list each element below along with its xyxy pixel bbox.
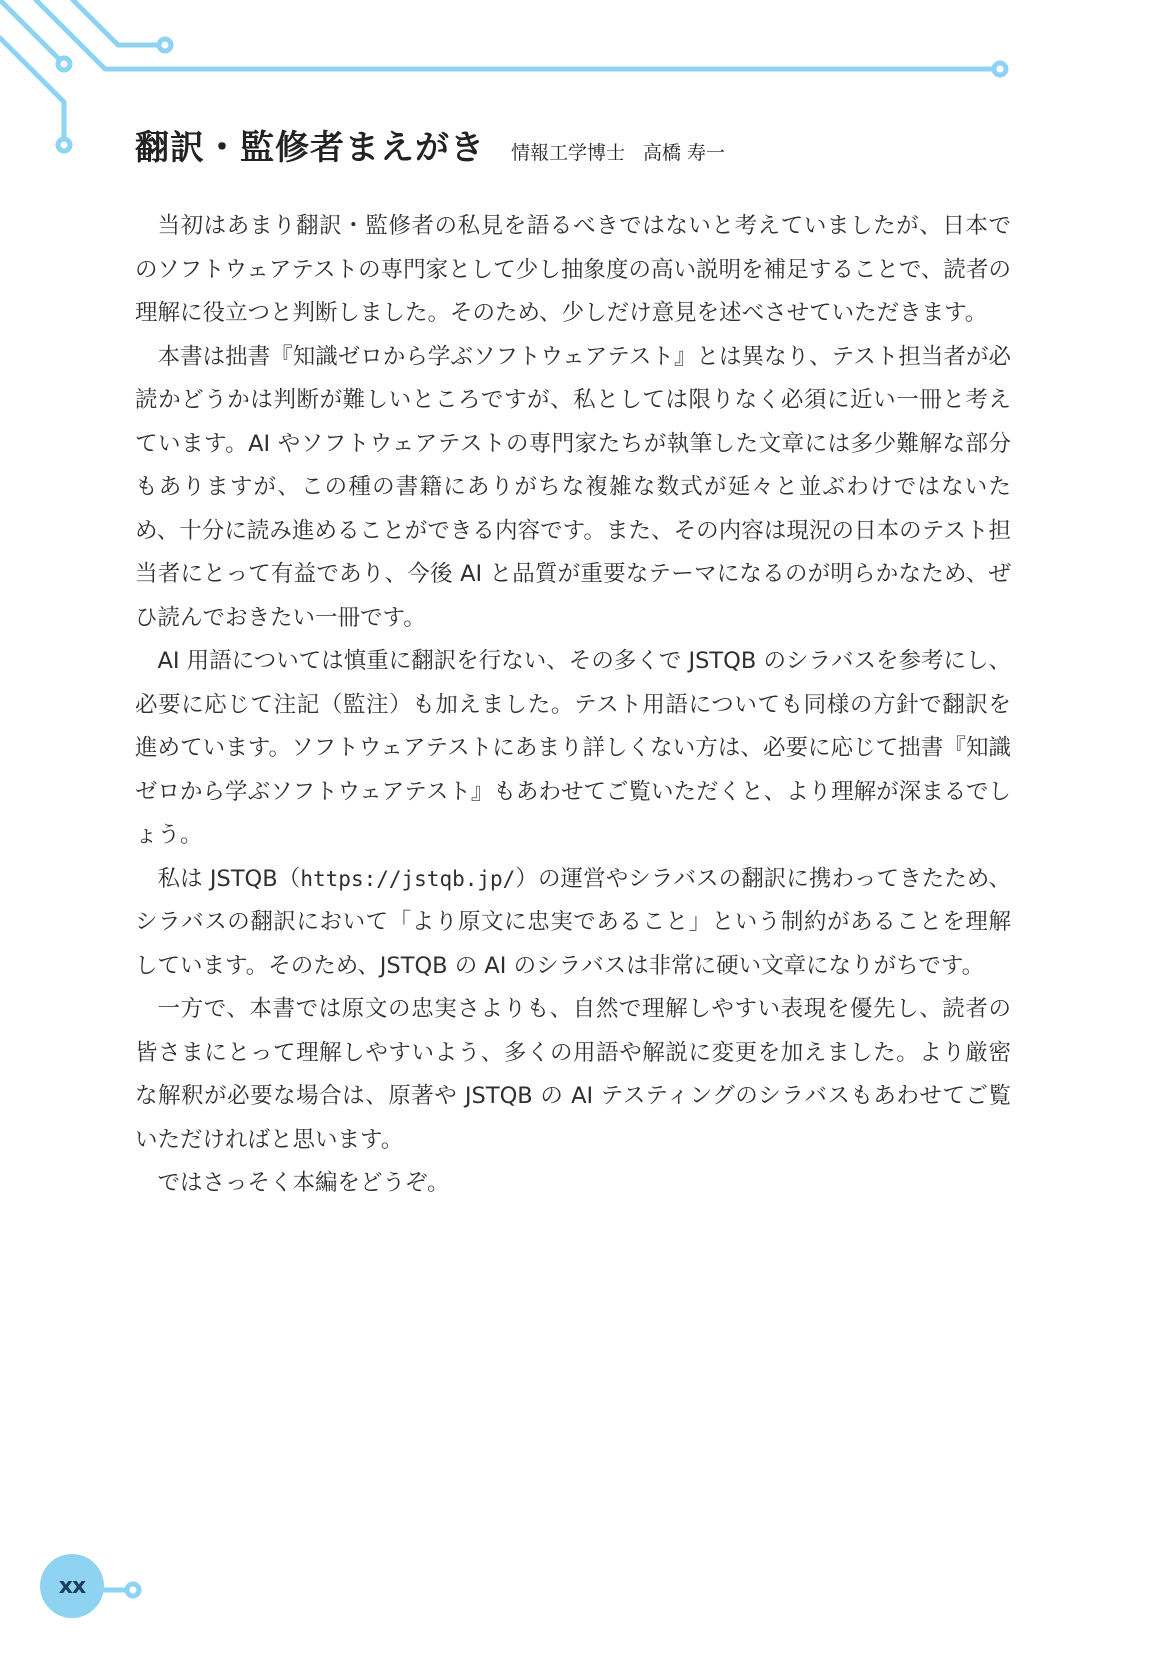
page-number-badge <box>40 1554 104 1618</box>
paragraph-3: AI 用語については慎重に翻訳を行ない、その多くで JSTQB のシラバスを参考にし、必要に応じて注記（監注）も加えました。テスト用語についても同様の方針で翻訳を進めています。ソフトウェアテストにあまり詳しくない方は、必要に応じて拙書『知識ゼロから学ぶソフトウェアテスト』もあわせてご覧いただくと、より理解が深まるでしょう。 <box>135 648 1011 848</box>
paragraph-1: 当初はあまり翻訳・監修者の私見を語るべきではないと考えていましたが、日本でのソフトウェアテストの専門家として少し抽象度の高い説明を補足することで、読者の理解に役立つと判断しました。そのため、少しだけ意見を述べさせていただきます。 <box>135 213 1011 326</box>
author-byline <box>511 138 725 165</box>
paragraph-4-rest: ）の運営やシラバスの翻訳に携わってきたため、シラバスの翻訳において「より原文に忠実であること」という制約があることを理解しています。そのため、JSTQB の AI のシラバスは非常に硬い文章になりがちです。 <box>135 865 1011 979</box>
paragraph-2: 本書は拙書『知識ゼロから学ぶソフトウェアテスト』とは異なり、テスト担当者が必読かどうかは判断が難しいところですが、私としては限りなく必須に近い一冊と考えています。AI やソフトウェアテストの専門家たちが執筆した文章には多少難解な部分もありますが、この種の書籍にありがちな複雑な数式が延々と並ぶわけではないため、十分に読み進めることができる内容です。また、その内容は現況の日本のテスト担当者にとって有益であり、今後 AI と品質が重要なテーマになるのが明らかなため、ぜひ読んでおきたい一冊です。 <box>135 343 1011 631</box>
jstqb-url: https://jstqb.jp/ <box>300 866 516 891</box>
paragraph-4-intro: 私は JSTQB（ <box>157 865 301 892</box>
page-number: xx <box>58 1573 86 1599</box>
paragraph-4 <box>135 858 1011 989</box>
body-text <box>135 205 1011 1206</box>
paragraph-6: ではさっそく本編をどうぞ。 <box>157 1170 450 1196</box>
author-name: 高橋 寿一 <box>643 142 726 164</box>
page-title: 翻訳・監修者まえがき <box>135 128 485 168</box>
author-title: 情報工学博士 <box>511 142 626 164</box>
page-heading <box>135 120 725 169</box>
paragraph-5: 一方で、本書では原文の忠実さよりも、自然で理解しやすい表現を優先し、読者の皆さまにとって理解しやすいよう、多くの用語や解説に変更を加えました。より厳密な解釈が必要な場合は、原著や JSTQB の AI テスティングのシラバスもあわせてご覧いただければと思います。 <box>135 996 1011 1153</box>
